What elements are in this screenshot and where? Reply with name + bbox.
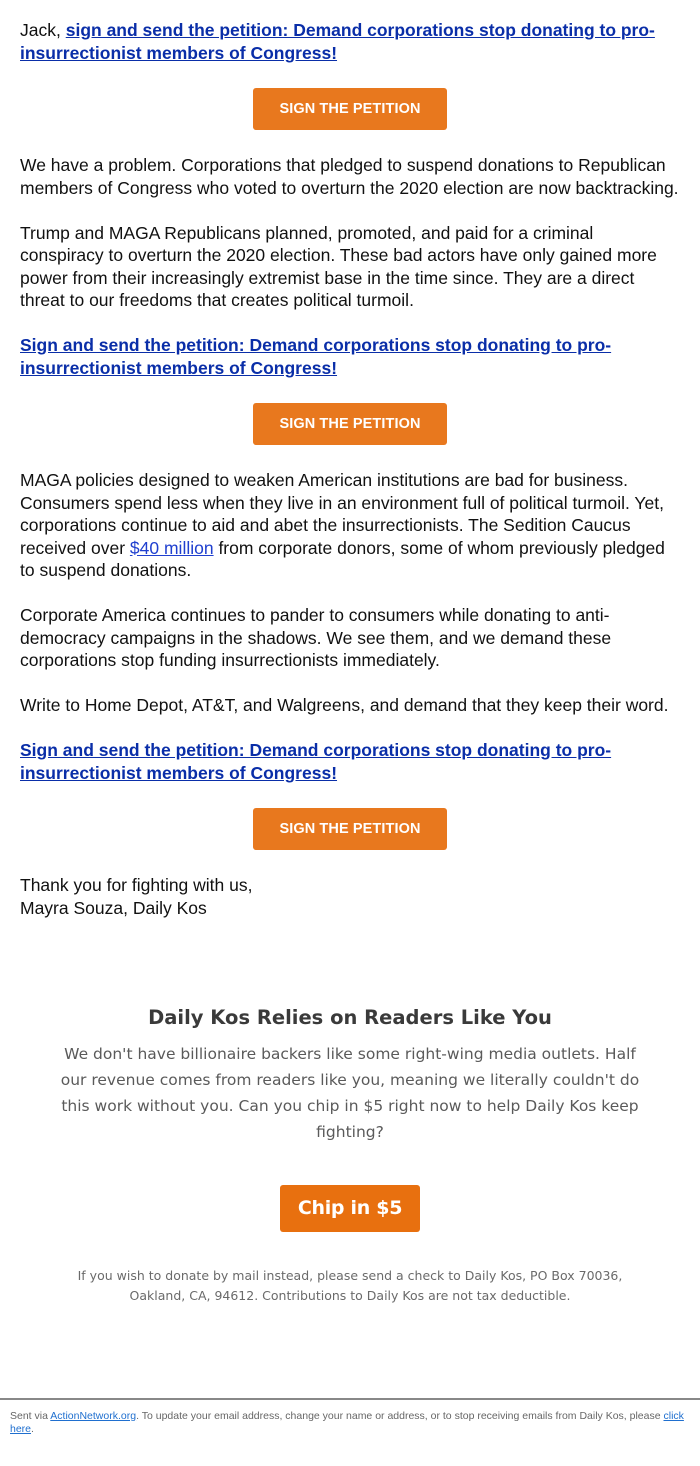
greeting-name: Jack, <box>20 20 61 40</box>
donation-heading: Daily Kos Relies on Readers Like You <box>148 1006 552 1029</box>
paragraph-maga-policies <box>20 469 680 582</box>
paragraph-problem: We have a problem. Corporations that pledged to suspend donations to Republican members of Congress who voted to overturn the 2020 election are now backtracking. <box>20 155 679 198</box>
sign-petition-button-1[interactable]: SIGN THE PETITION <box>253 88 447 130</box>
footer-end: . <box>31 1423 34 1435</box>
petition-button-wrap-3 <box>20 808 680 850</box>
email-body <box>20 19 680 919</box>
sign-petition-button-3[interactable]: SIGN THE PETITION <box>253 808 447 850</box>
signoff-line-1: Thank you for fighting with us, <box>20 875 253 895</box>
action-network-link[interactable]: ActionNetwork.org <box>50 1410 137 1422</box>
petition-button-wrap-1 <box>20 88 680 130</box>
forty-million-link[interactable]: $40 million <box>129 537 214 558</box>
signoff-line-2: Mayra Souza, Daily Kos <box>20 897 207 918</box>
petition-link-top[interactable]: sign and send the petition: Demand corporations stop donating to pro-insurrectionist members of Congress! <box>20 20 655 63</box>
paragraph-corporate-america: Corporate America continues to pander to consumers while donating to anti-democracy campaigns in the shadows. We see them, and we demand these corporations stop funding insurrectionists immediately. <box>20 605 612 670</box>
mail-donation-note: If you wish to donate by mail instead, please send a check to Daily Kos, PO Box 70036, Oakland, CA, 94612. Contributions to Daily Kos are not tax deductible. <box>77 1268 623 1303</box>
petition-link-bottom[interactable]: Sign and send the petition: Demand corporations stop donating to pro-insurrectionist members of Congress! <box>20 740 612 783</box>
email-footer <box>0 1398 700 1436</box>
chip-in-button[interactable]: Chip in $5 <box>280 1185 420 1232</box>
greeting-paragraph <box>20 19 680 64</box>
petition-link-paragraph-2 <box>20 739 680 784</box>
unsubscribe-click-here-link[interactable]: click here <box>10 1410 684 1435</box>
footer-middle-text: . To update your email address, change your name or address, or to stop receiving emails from Daily Kos, please <box>136 1410 664 1422</box>
paragraph-trump-maga: Trump and MAGA Republicans planned, promoted, and paid for a criminal conspiracy to overturn the 2020 election. These bad actors have only gained more power from their increasingly extremist base in the time since. They are a direct threat to our freedoms that creates political turmoil. <box>20 222 657 310</box>
p3-text-after: from corporate donors, some of whom previously pledged to suspend donations. <box>20 537 665 580</box>
donation-body-text: We don't have billionaire backers like some right-wing media outlets. Half our revenue comes from readers like you, meaning we literally couldn't do this work without you. Can you chip in $5 right now to help Daily Kos keep fighting? <box>60 1045 640 1141</box>
petition-link-paragraph-1 <box>20 334 680 379</box>
sign-petition-button-2[interactable]: SIGN THE PETITION <box>253 403 447 445</box>
footer-sent-via: Sent via <box>10 1410 51 1422</box>
donation-appeal-section <box>0 1003 700 1306</box>
p3-text-before: MAGA policies designed to weaken American institutions are bad for business. Consumers spend less when they live in an environment full of political turmoil. Yet, corporations continue to aid and abet the insurrectionists. The Sedition Caucus received over <box>20 470 664 558</box>
paragraph-write-to: Write to Home Depot, AT&T, and Walgreens, and demand that they keep their word. <box>20 695 669 715</box>
petition-link-middle[interactable]: Sign and send the petition: Demand corporations stop donating to pro-insurrectionist members of Congress! <box>20 335 612 378</box>
petition-button-wrap-2 <box>20 403 680 445</box>
